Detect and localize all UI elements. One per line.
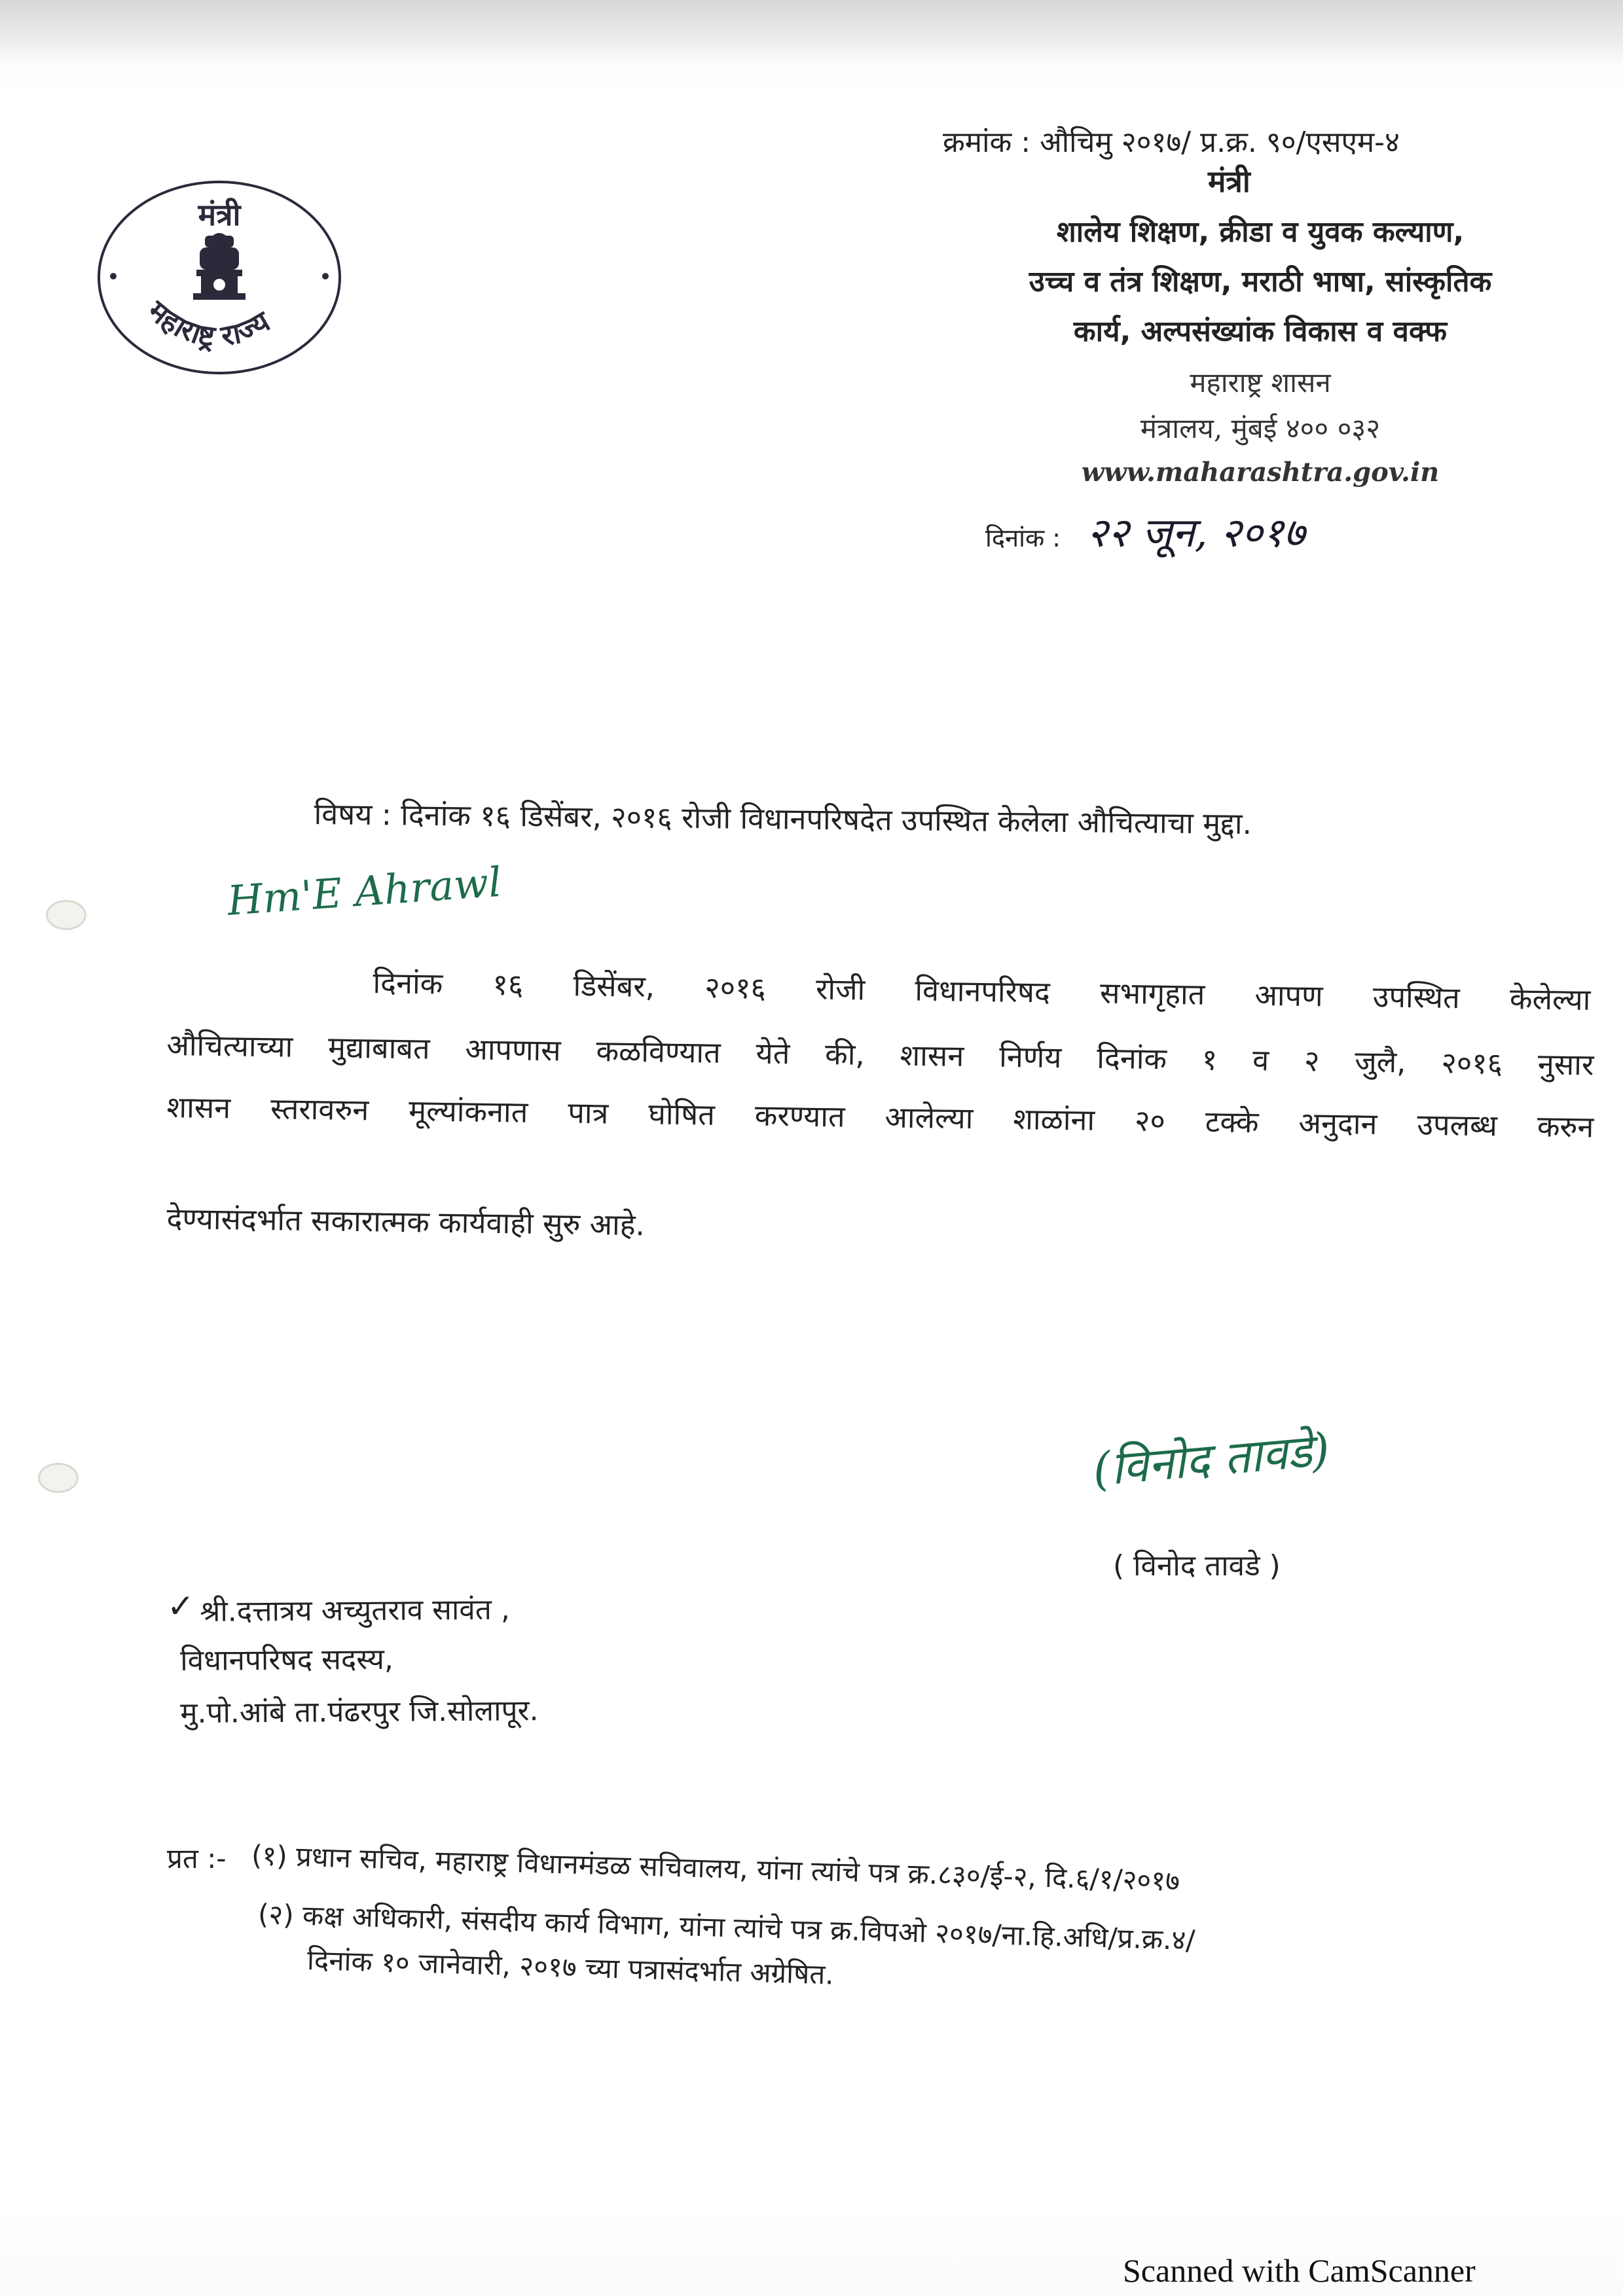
office-address: मंत्रालय, मुंबई ४०० ०३२ — [1140, 412, 1381, 444]
tick-mark-icon: ✓ — [167, 1587, 194, 1625]
scanner-watermark: Scanned with CamScanner — [1123, 2252, 1476, 2289]
department-line-3: कार्य, अल्पसंख्यांक विकास व वक्फ — [1073, 315, 1448, 348]
recipient-name: श्री.दत्तात्रय अच्युतराव सावंत , — [200, 1592, 511, 1628]
date-label: दिनांक : — [985, 524, 1061, 552]
government-name: महाराष्ट्र शासन — [1190, 367, 1331, 399]
handwritten-date: २२ जून, २०१७ — [1087, 509, 1305, 556]
designation-title: मंत्री — [1208, 164, 1250, 199]
punch-hole-mark — [38, 1463, 79, 1493]
official-seal — [95, 178, 344, 378]
body-line-3: शासन स्तरावरुन मूल्यांकनात पात्र घोषित करण्यात आलेल्या शाळांना २० टक्के अनुदान उपलब्ध करुन — [166, 1089, 1594, 1145]
body-line-4: देण्यासंदर्भात सकारात्मक कार्यवाही सुरु आहे. — [166, 1200, 646, 1243]
recipient-address: मु.पो.आंबे ता.पंढरपुर जि.सोलापूर. — [180, 1694, 539, 1730]
handwritten-signature: (विनोद तावडे) — [1090, 1422, 1332, 1497]
handwritten-note: Hm'E Ahrawl — [226, 857, 503, 925]
department-line-1: शालेय शिक्षण, क्रीडा व युवक कल्याण, — [1056, 215, 1465, 249]
page-top-shadow — [0, 0, 1623, 65]
signatory-name: ( विनोद तावडे ) — [1113, 1549, 1281, 1583]
seal-bottom-text: महाराष्ट्र राज्य — [141, 294, 276, 353]
seal-top-text: मंत्री — [198, 197, 241, 232]
copy-item-2-continued: दिनांक १० जानेवारी, २०१७ च्या पत्रासंदर्भात अग्रेषित. — [306, 1943, 835, 1991]
website-url: www.maharashtra.gov.in — [1081, 457, 1440, 488]
seal-emblem-icon — [95, 178, 344, 378]
copy-to-label: प्रत :- — [167, 1842, 227, 1874]
punch-hole-mark — [46, 900, 86, 930]
copy-item-1: (१) प्रधान सचिव, महाराष्ट्र विधानमंडळ सचिवालय, यांना त्यांचे पत्र क्र.८३०/ई-२, दि.६/१/२०१७ — [251, 1839, 1180, 1897]
body-line-2: औचित्याच्या मुद्याबाबत आपणास कळविण्यात येते की, शासन निर्णय दिनांक १ व २ जुलै, २०१६ नुसार — [166, 1027, 1594, 1083]
body-line-1: दिनांक १६ डिसेंबर, २०१६ रोजी विधानपरिषद सभागृहात आपण उपस्थित केलेल्या — [373, 965, 1591, 1017]
svg-text:महाराष्ट्र राज्य — [141, 294, 276, 353]
copy-item-2: (२) कक्ष अधिकारी, संसदीय कार्य विभाग, यांना त्यांचे पत्र क्र.विपओ २०१७/ना.हि.अधि/प्र.क्र.४/ — [257, 1897, 1196, 1956]
recipient-designation: विधानपरिषद सदस्य, — [180, 1642, 394, 1677]
reference-number: क्रमांक : औचिमु २०१७/ प्र.क्र. ९०/एसएम-४ — [943, 126, 1400, 159]
department-line-2: उच्च व तंत्र शिक्षण, मराठी भाषा, सांस्कृतिक — [1029, 265, 1492, 298]
letter-subject: विषय : दिनांक १६ डिसेंबर, २०१६ रोजी विधानपरिषदेत उपस्थित केलेला औचित्याचा मुद्दा. — [314, 796, 1252, 841]
